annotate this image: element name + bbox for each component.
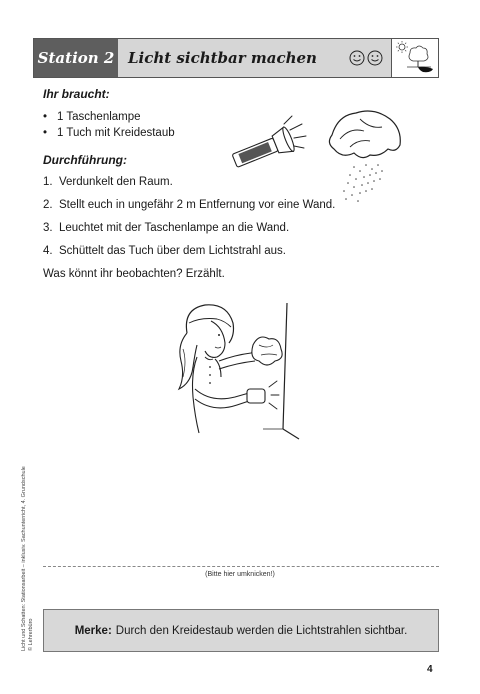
step-number: 2. (43, 199, 53, 211)
step-text: Schüttelt das Tuch über dem Lichtstrahl aus. (59, 245, 286, 257)
step-text: Verdunkelt den Raum. (59, 176, 173, 188)
list-item (43, 176, 335, 199)
merke-text: Durch den Kreidestaub werden die Lichtstrahlen sichtbar. (115, 624, 408, 637)
list-item: • 1 Tuch mit Kreidestaub (43, 125, 175, 141)
side-text-line: © Lehrerbüro (28, 618, 34, 651)
materials-heading: Ihr braucht: (43, 87, 110, 101)
side-text-line: Licht und Schatten: Stationsarbeit – inklusiv. Sachunterricht, 4. Grundschule (21, 466, 27, 651)
merke-box (43, 609, 439, 652)
smiley-icon (349, 50, 383, 66)
step-number: 1. (43, 176, 53, 188)
fold-note: (Bitte hier umknicken!) (205, 571, 275, 578)
list-item (43, 199, 335, 222)
page-number: 4 (427, 664, 433, 675)
station-title: Licht sichtbar machen (128, 49, 317, 67)
station-label: Station 2 (34, 39, 118, 77)
list-item (43, 222, 335, 245)
step-text: Leuchtet mit der Taschenlampe an die Wand. (59, 222, 290, 234)
step-number: 4. (43, 245, 53, 257)
title-box (118, 39, 391, 77)
side-copyright (21, 466, 35, 651)
procedure-heading: Durchführung: (43, 153, 127, 167)
fold-line (43, 566, 439, 567)
merke-label: Merke: (74, 624, 112, 637)
flashlight-icon (224, 112, 314, 172)
step-text: Stellt euch in ungefähr 2 m Entfernung vor eine Wand. (59, 199, 336, 211)
list-item (43, 245, 335, 268)
station-header (33, 38, 439, 78)
materials-list (43, 109, 175, 141)
list-item: • 1 Taschenlampe (43, 109, 175, 125)
sun-tree-icon (393, 39, 437, 77)
corner-icon-box (391, 39, 438, 77)
step-number: 3. (43, 222, 53, 234)
observation-question: Was könnt ihr beobachten? Erzählt. (43, 268, 225, 280)
girl-illustration (165, 293, 315, 443)
procedure-steps (43, 176, 335, 268)
